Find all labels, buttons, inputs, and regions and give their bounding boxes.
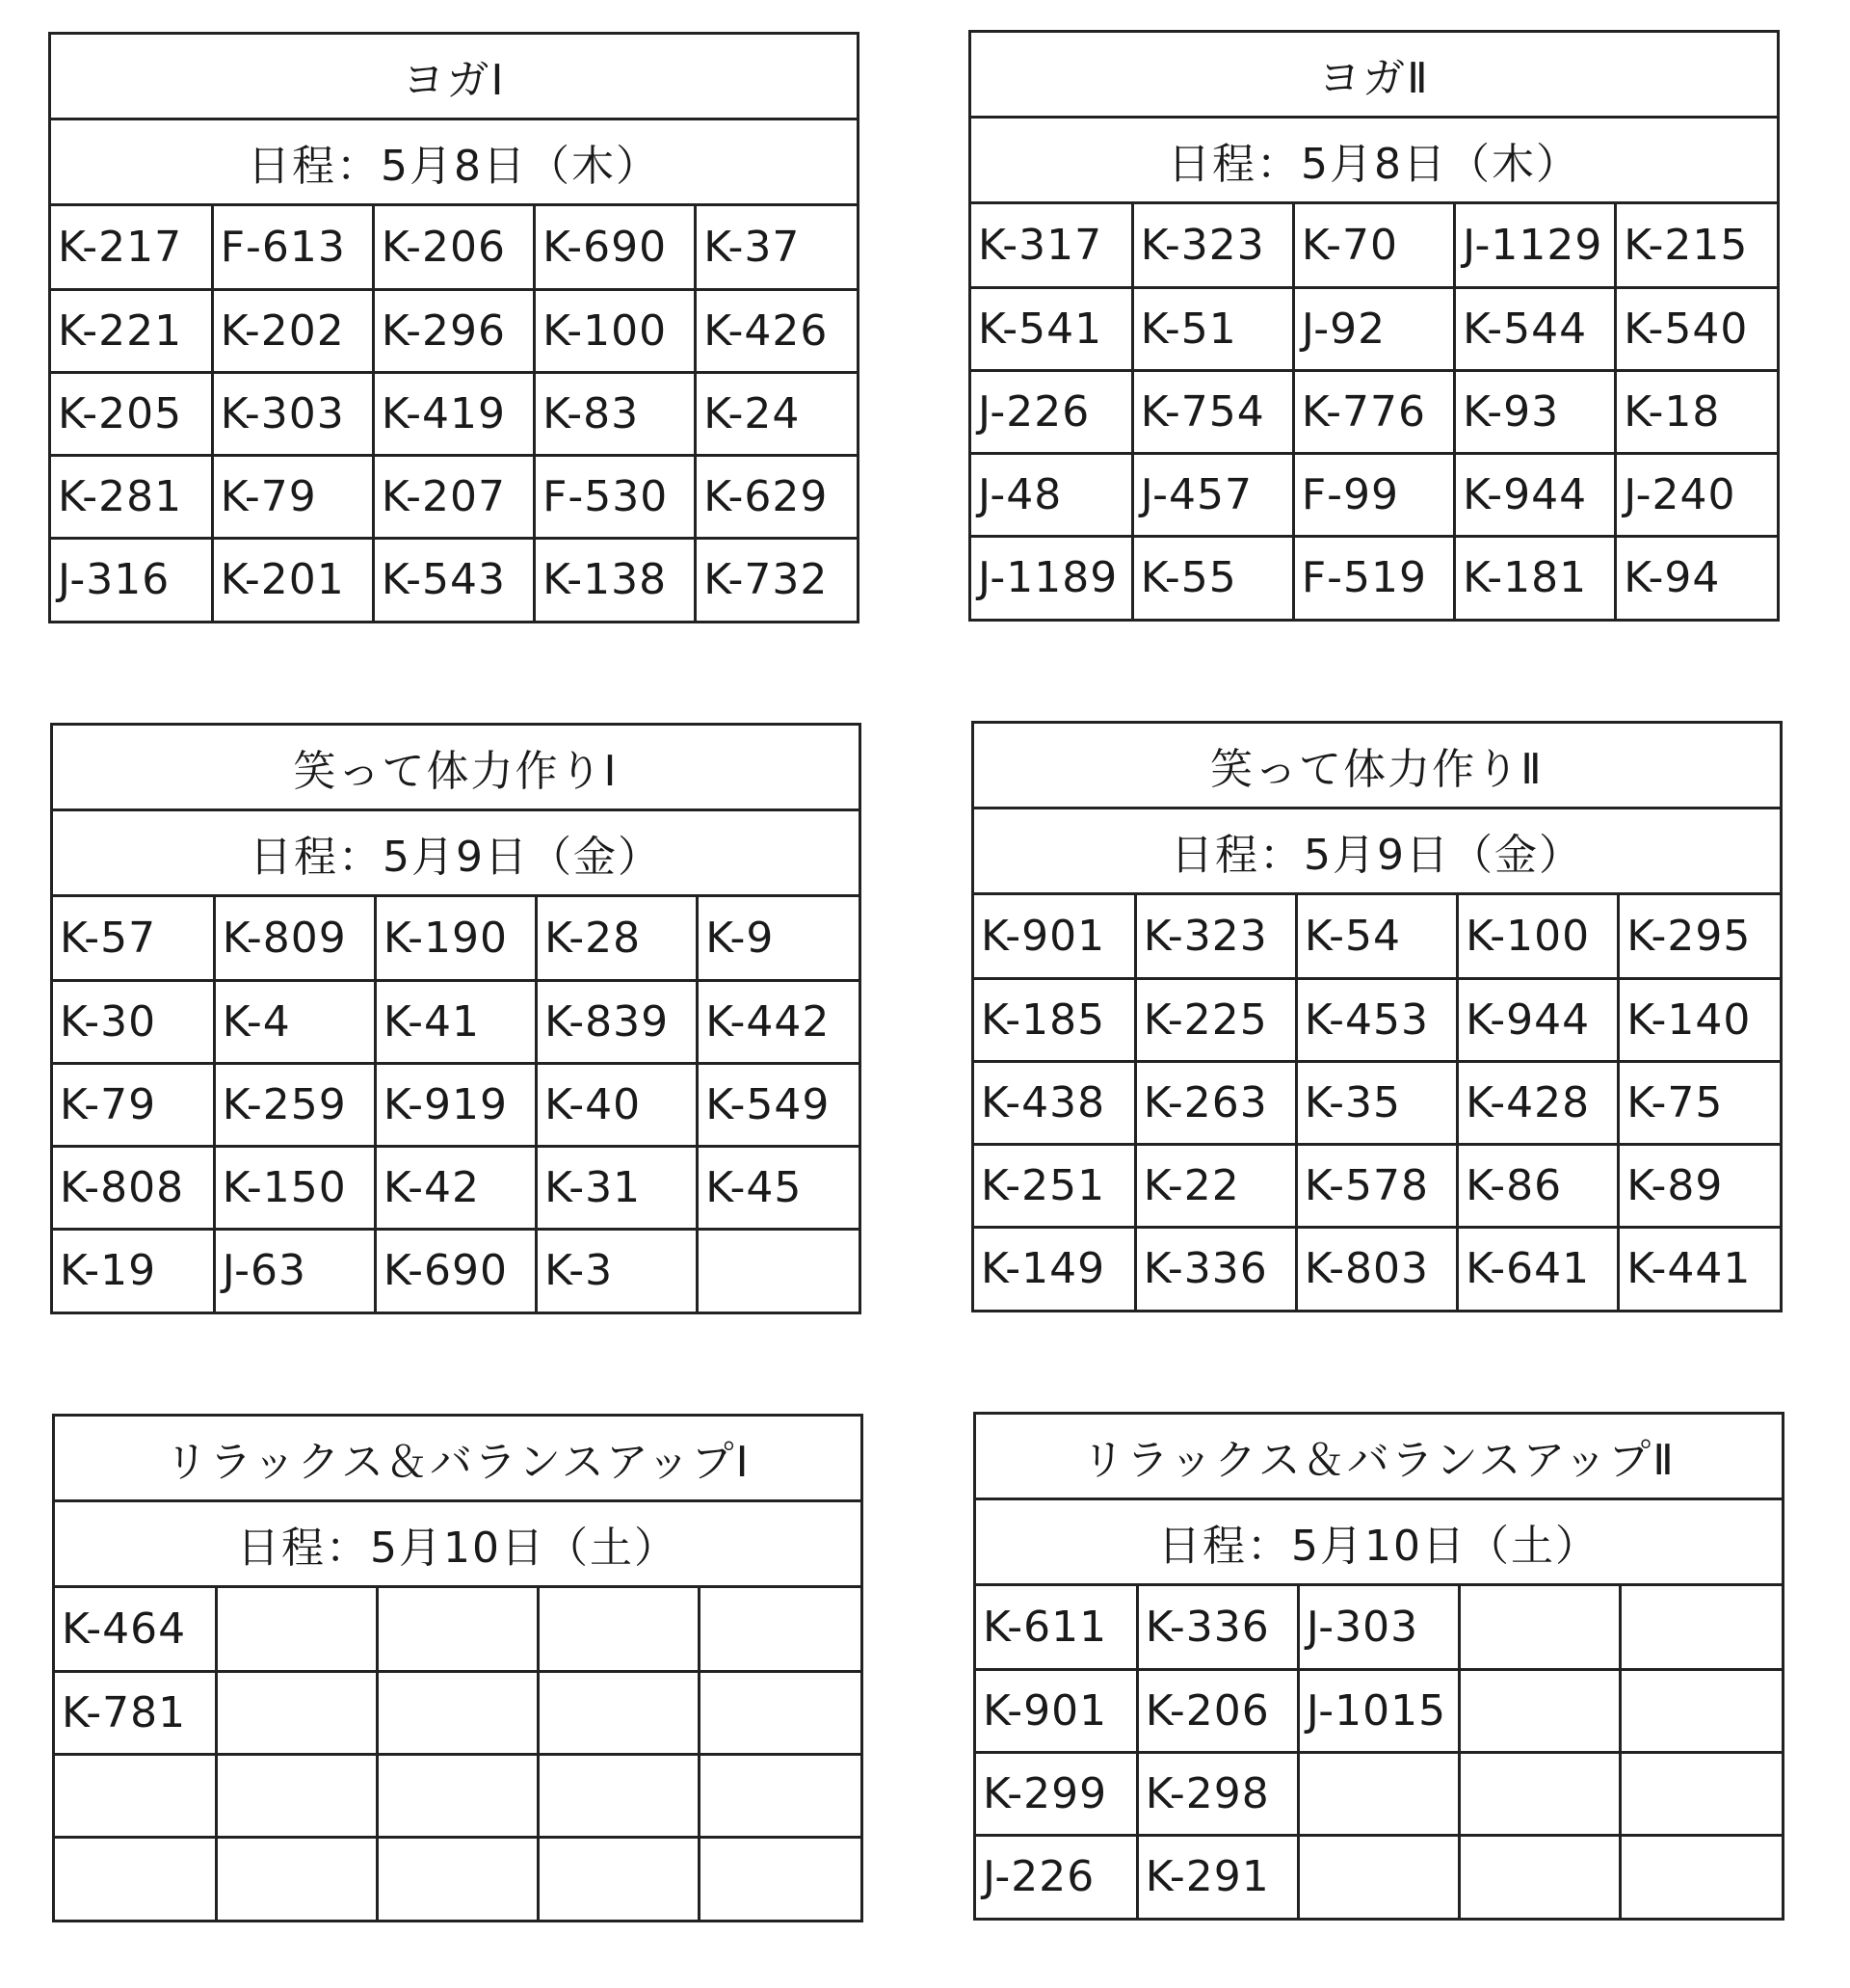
- participant-id-cell: [1460, 1752, 1621, 1835]
- participant-id-cell: K-259: [214, 1063, 375, 1146]
- participant-id-cell: K-150: [214, 1146, 375, 1229]
- grid-row: [53, 1229, 859, 1312]
- participant-id-cell: K-543: [373, 538, 534, 621]
- participant-id-cell: [1460, 1835, 1621, 1918]
- participant-id-cell: K-70: [1293, 204, 1454, 287]
- participant-id-cell: F-99: [1293, 453, 1454, 536]
- participant-grid: [51, 206, 857, 621]
- panel-title: 笑って体力作りⅠ: [53, 726, 859, 811]
- participant-id-cell: K-263: [1135, 1061, 1296, 1144]
- participant-id-cell: [55, 1754, 216, 1837]
- participant-id-cell: J-303: [1298, 1586, 1459, 1669]
- participant-id-cell: K-79: [53, 1063, 214, 1146]
- participant-id-cell: K-93: [1455, 370, 1616, 453]
- participant-id-cell: J-457: [1132, 453, 1293, 536]
- participant-id-cell: [700, 1754, 860, 1837]
- participant-id-cell: K-28: [537, 897, 698, 980]
- participant-id-cell: K-298: [1137, 1752, 1298, 1835]
- participant-id-cell: K-544: [1455, 287, 1616, 370]
- participant-grid: [55, 1588, 860, 1920]
- participant-id-cell: [698, 1229, 859, 1312]
- participant-id-cell: K-51: [1132, 287, 1293, 370]
- participant-id-cell: K-55: [1132, 536, 1293, 619]
- panel-date: 日程：5月10日（土）: [55, 1502, 860, 1588]
- participant-id-cell: [539, 1754, 700, 1837]
- participant-id-cell: K-201: [212, 538, 373, 621]
- participant-id-cell: K-181: [1455, 536, 1616, 619]
- participant-grid: [53, 897, 859, 1312]
- participant-id-cell: K-441: [1626, 1244, 1752, 1294]
- participant-id-cell: K-42: [375, 1146, 536, 1229]
- participant-id-cell: K-40: [537, 1063, 698, 1146]
- participant-id-cell: J-226: [976, 1835, 1137, 1918]
- participant-id-cell: K-206: [373, 206, 534, 289]
- participant-id-cell: [55, 1837, 216, 1920]
- participant-id-cell: K-295: [1619, 895, 1780, 978]
- participant-id-cell: K-202: [212, 289, 373, 372]
- participant-id-cell: [1621, 1669, 1782, 1752]
- participant-id-cell: K-323: [1132, 204, 1293, 287]
- grid-row: [976, 1835, 1782, 1918]
- schedule-panel-relax-balance-1: [52, 1414, 863, 1922]
- grid-row: [51, 206, 857, 289]
- participant-id-cell: K-35: [1296, 1061, 1457, 1144]
- participant-id-cell: K-24: [696, 372, 857, 455]
- participant-id-cell: K-22: [1135, 1144, 1296, 1227]
- participant-id-cell: F-519: [1293, 536, 1454, 619]
- grid-row: [55, 1671, 860, 1754]
- participant-id-cell: K-94: [1624, 553, 1721, 603]
- participant-id-cell: K-453: [1296, 978, 1457, 1061]
- participant-id-cell: K-83: [535, 372, 696, 455]
- participant-id-cell: J-63: [214, 1229, 375, 1312]
- participant-id-cell: K-611: [976, 1586, 1137, 1669]
- grid-row: [51, 538, 857, 621]
- participant-grid: [976, 1586, 1782, 1918]
- participant-id-cell: K-37: [696, 206, 857, 289]
- participant-id-cell: [377, 1754, 538, 1837]
- participant-id-cell: [377, 1671, 538, 1754]
- schedule-panel-yoga-2: [968, 30, 1780, 622]
- panel-title: 笑って体力作りⅡ: [974, 724, 1780, 809]
- participant-id-cell: K-426: [696, 289, 857, 372]
- grid-row: [974, 978, 1780, 1061]
- panel-title: リラックス＆バランスアップⅡ: [976, 1415, 1782, 1500]
- participant-id-cell: K-901: [976, 1669, 1137, 1752]
- participant-id-cell: [1460, 1669, 1621, 1752]
- schedule-panel-yoga-1: [48, 32, 859, 623]
- participant-grid: [974, 895, 1780, 1310]
- participant-id-cell: [216, 1837, 377, 1920]
- panel-date: 日程：5月8日（木）: [51, 120, 857, 206]
- participant-id-cell: K-291: [1137, 1835, 1298, 1918]
- participant-id-cell: K-303: [212, 372, 373, 455]
- participant-id-cell: K-808: [53, 1146, 214, 1229]
- participant-id-cell: [700, 1671, 860, 1754]
- grid-row: [976, 1752, 1782, 1835]
- participant-id-cell: K-221: [51, 289, 212, 372]
- participant-id-cell: K-629: [696, 455, 857, 538]
- grid-row: [976, 1669, 1782, 1752]
- participant-id-cell: [216, 1754, 377, 1837]
- participant-id-cell: K-419: [373, 372, 534, 455]
- participant-id-cell: [1298, 1752, 1459, 1835]
- participant-id-cell: K-225: [1135, 978, 1296, 1061]
- participant-id-cell: K-803: [1296, 1227, 1457, 1310]
- participant-id-cell: K-79: [212, 455, 373, 538]
- grid-row: [971, 204, 1777, 287]
- participant-id-cell: [216, 1671, 377, 1754]
- participant-id-cell: K-100: [535, 289, 696, 372]
- participant-id-cell: K-809: [214, 897, 375, 980]
- participant-id-cell: [1621, 1835, 1782, 1918]
- participant-id-cell: K-296: [373, 289, 534, 372]
- participant-id-cell: K-57: [53, 897, 214, 980]
- participant-id-cell: K-781: [55, 1671, 216, 1754]
- participant-id-cell: F-613: [212, 206, 373, 289]
- participant-id-cell: K-138: [535, 538, 696, 621]
- schedule-panel-laugh-fitness-1: [50, 723, 861, 1314]
- grid-row: [51, 455, 857, 538]
- participant-id-cell: K-690: [535, 206, 696, 289]
- participant-id-cell: [539, 1671, 700, 1754]
- participant-id-cell: J-1129: [1455, 204, 1616, 287]
- participant-id-cell: K-4: [214, 980, 375, 1063]
- participant-id-cell: [700, 1837, 860, 1920]
- participant-id-cell: J-226: [971, 370, 1132, 453]
- panel-date: 日程：5月10日（土）: [976, 1500, 1782, 1586]
- participant-id-cell: K-205: [51, 372, 212, 455]
- participant-id-cell: K-190: [375, 897, 536, 980]
- participant-id-cell: K-251: [974, 1144, 1135, 1227]
- schedule-panel-laugh-fitness-2: [971, 721, 1783, 1312]
- participant-id-cell: K-86: [1458, 1144, 1619, 1227]
- grid-row: [974, 1061, 1780, 1144]
- participant-id-cell: [1621, 1586, 1782, 1669]
- participant-id-cell: K-54: [1296, 895, 1457, 978]
- grid-row: [976, 1586, 1782, 1669]
- grid-row: [974, 895, 1780, 978]
- participant-id-cell: K-140: [1619, 978, 1780, 1061]
- participant-id-cell: [1621, 1752, 1782, 1835]
- participant-id-cell: K-3: [537, 1229, 698, 1312]
- participant-id-cell: J-316: [51, 538, 212, 621]
- grid-row: [53, 897, 859, 980]
- participant-id-cell: K-89: [1619, 1144, 1780, 1227]
- participant-id-cell: J-92: [1293, 287, 1454, 370]
- participant-id-cell: K-149: [974, 1227, 1135, 1310]
- participant-id-cell: K-19: [53, 1229, 214, 1312]
- participant-id-cell: K-336: [1137, 1586, 1298, 1669]
- participant-id-cell: K-30: [53, 980, 214, 1063]
- participant-id-cell: K-317: [971, 204, 1132, 287]
- participant-id-cell: K-100: [1458, 895, 1619, 978]
- participant-id-cell: K-549: [698, 1063, 859, 1146]
- participant-id-cell: J-48: [971, 453, 1132, 536]
- participant-id-cell: K-18: [1616, 370, 1777, 453]
- participant-id-cell: K-641: [1458, 1227, 1619, 1310]
- participant-id-cell: K-944: [1455, 453, 1616, 536]
- participant-id-cell: [377, 1837, 538, 1920]
- participant-id-cell: K-215: [1616, 204, 1777, 287]
- participant-id-cell: K-776: [1293, 370, 1454, 453]
- participant-id-cell: K-217: [51, 206, 212, 289]
- panel-title: ヨガⅠ: [51, 35, 857, 120]
- participant-id-cell: J-1189: [971, 536, 1132, 619]
- grid-row: [971, 370, 1777, 453]
- participant-id-cell: K-919: [375, 1063, 536, 1146]
- participant-id-cell: K-428: [1458, 1061, 1619, 1144]
- participant-id-cell: K-690: [375, 1229, 536, 1312]
- grid-row: [974, 1227, 1780, 1310]
- participant-id-cell: K-31: [537, 1146, 698, 1229]
- grid-row: [53, 1063, 859, 1146]
- participant-id-cell: [700, 1588, 860, 1671]
- participant-id-cell: K-41: [375, 980, 536, 1063]
- grid-row: [55, 1588, 860, 1671]
- grid-row: [53, 980, 859, 1063]
- participant-id-cell: [539, 1588, 700, 1671]
- participant-id-cell: K-438: [974, 1061, 1135, 1144]
- participant-id-cell: K-944: [1458, 978, 1619, 1061]
- grid-row: [51, 372, 857, 455]
- participant-id-cell: [377, 1588, 538, 1671]
- participant-id-cell: K-541: [971, 287, 1132, 370]
- participant-id-cell: K-732: [703, 555, 829, 605]
- participant-id-cell: K-206: [1137, 1669, 1298, 1752]
- participant-id-cell: [1460, 1586, 1621, 1669]
- grid-row: [55, 1837, 860, 1920]
- panel-date: 日程：5月9日（金）: [53, 811, 859, 897]
- participant-id-cell: K-578: [1296, 1144, 1457, 1227]
- grid-row: [971, 287, 1777, 370]
- participant-id-cell: K-901: [974, 895, 1135, 978]
- grid-row: [51, 289, 857, 372]
- panel-title: ヨガⅡ: [971, 33, 1777, 119]
- participant-id-cell: J-240: [1616, 453, 1777, 536]
- participant-id-cell: K-754: [1132, 370, 1293, 453]
- participant-id-cell: J-1015: [1298, 1669, 1459, 1752]
- schedule-panel-relax-balance-2: [973, 1412, 1784, 1921]
- grid-row: [55, 1754, 860, 1837]
- participant-id-cell: [1298, 1835, 1459, 1918]
- participant-id-cell: K-540: [1616, 287, 1777, 370]
- participant-id-cell: K-75: [1619, 1061, 1780, 1144]
- participant-id-cell: [539, 1837, 700, 1920]
- participant-id-cell: K-323: [1135, 895, 1296, 978]
- participant-id-cell: K-281: [51, 455, 212, 538]
- participant-id-cell: K-9: [698, 897, 859, 980]
- participant-id-cell: K-185: [974, 978, 1135, 1061]
- panel-date: 日程：5月9日（金）: [974, 809, 1780, 895]
- grid-row: [974, 1144, 1780, 1227]
- participant-id-cell: K-207: [373, 455, 534, 538]
- panel-date: 日程：5月8日（木）: [971, 119, 1777, 204]
- participant-id-cell: K-839: [537, 980, 698, 1063]
- participant-id-cell: K-442: [698, 980, 859, 1063]
- participant-id-cell: K-299: [976, 1752, 1137, 1835]
- panel-title: リラックス＆バランスアップⅠ: [55, 1417, 860, 1502]
- grid-row: [971, 453, 1777, 536]
- participant-grid: [971, 204, 1777, 619]
- participant-id-cell: F-530: [535, 455, 696, 538]
- grid-row: [971, 536, 1777, 619]
- participant-id-cell: K-45: [698, 1146, 859, 1229]
- participant-id-cell: K-464: [55, 1588, 216, 1671]
- participant-id-cell: [216, 1588, 377, 1671]
- grid-row: [53, 1146, 859, 1229]
- participant-id-cell: K-336: [1135, 1227, 1296, 1310]
